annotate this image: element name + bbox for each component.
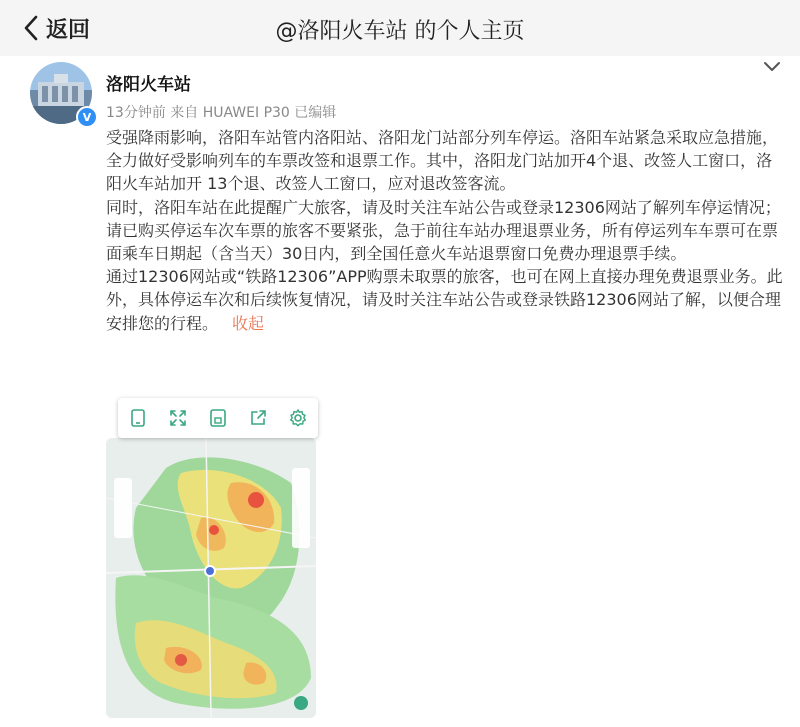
share-icon xyxy=(248,408,268,428)
post-paragraph-text: 通过12306网站或“铁路12306”APP购票未取票的旅客，也可在网上直接办理免费退票业务。此外，具体停运车次和后续恢复情况，请及时关注车站公告或登录铁路12306网站了解，以便合理安排您的行程。 xyxy=(106,267,783,333)
post-author-name[interactable]: 洛阳火车站 xyxy=(106,75,191,95)
image-toolbar xyxy=(118,398,318,438)
post-body xyxy=(106,126,786,335)
collapse-link[interactable]: 收起 xyxy=(232,313,265,333)
post-image-rain-radar-map[interactable] xyxy=(106,438,316,718)
chevron-down-icon xyxy=(760,56,784,76)
post-paragraph: 同时，洛阳车站在此提醒广大旅客，请及时关注车站公告或登录12306网站了解列车停运情况；请已购买停运车次车票的旅客不要紧张，急于前往车站办理退票业务，所有停运列车车票可在票面乘车日期起（含当天）30日内，到全国任意火车站退票窗口免费办理退票手续。 xyxy=(106,197,781,264)
more-options-button[interactable] xyxy=(760,56,784,76)
phone-view-icon xyxy=(128,408,148,428)
settings-icon xyxy=(288,408,308,428)
top-bar xyxy=(0,0,800,56)
expand-icon xyxy=(168,408,188,428)
save-icon xyxy=(208,408,228,428)
phone-view-button[interactable] xyxy=(126,406,150,430)
expand-button[interactable] xyxy=(166,406,190,430)
share-button[interactable] xyxy=(246,406,270,430)
page-title: @洛阳火车站 的个人主页 xyxy=(275,19,525,44)
back-label: 返回 xyxy=(46,17,91,43)
save-image-button[interactable] xyxy=(206,406,230,430)
post-paragraph: 受强降雨影响，洛阳车站管内洛阳站、洛阳龙门站部分列车停运。洛阳车站紧急采取应急措施，全力做好受影响列车的车票改签和退票工作。其中，洛阳龙门站加开4个退、改签人工窗口，洛阳火车站加开 13个退、改签人工窗口，应对退改签客流。 xyxy=(106,128,779,194)
post-paragraph xyxy=(106,265,786,335)
post-meta: 13分钟前 来自 HUAWEI P30 已编辑 xyxy=(106,105,337,121)
verified-badge-icon: V xyxy=(76,106,98,128)
settings-button[interactable] xyxy=(286,406,310,430)
